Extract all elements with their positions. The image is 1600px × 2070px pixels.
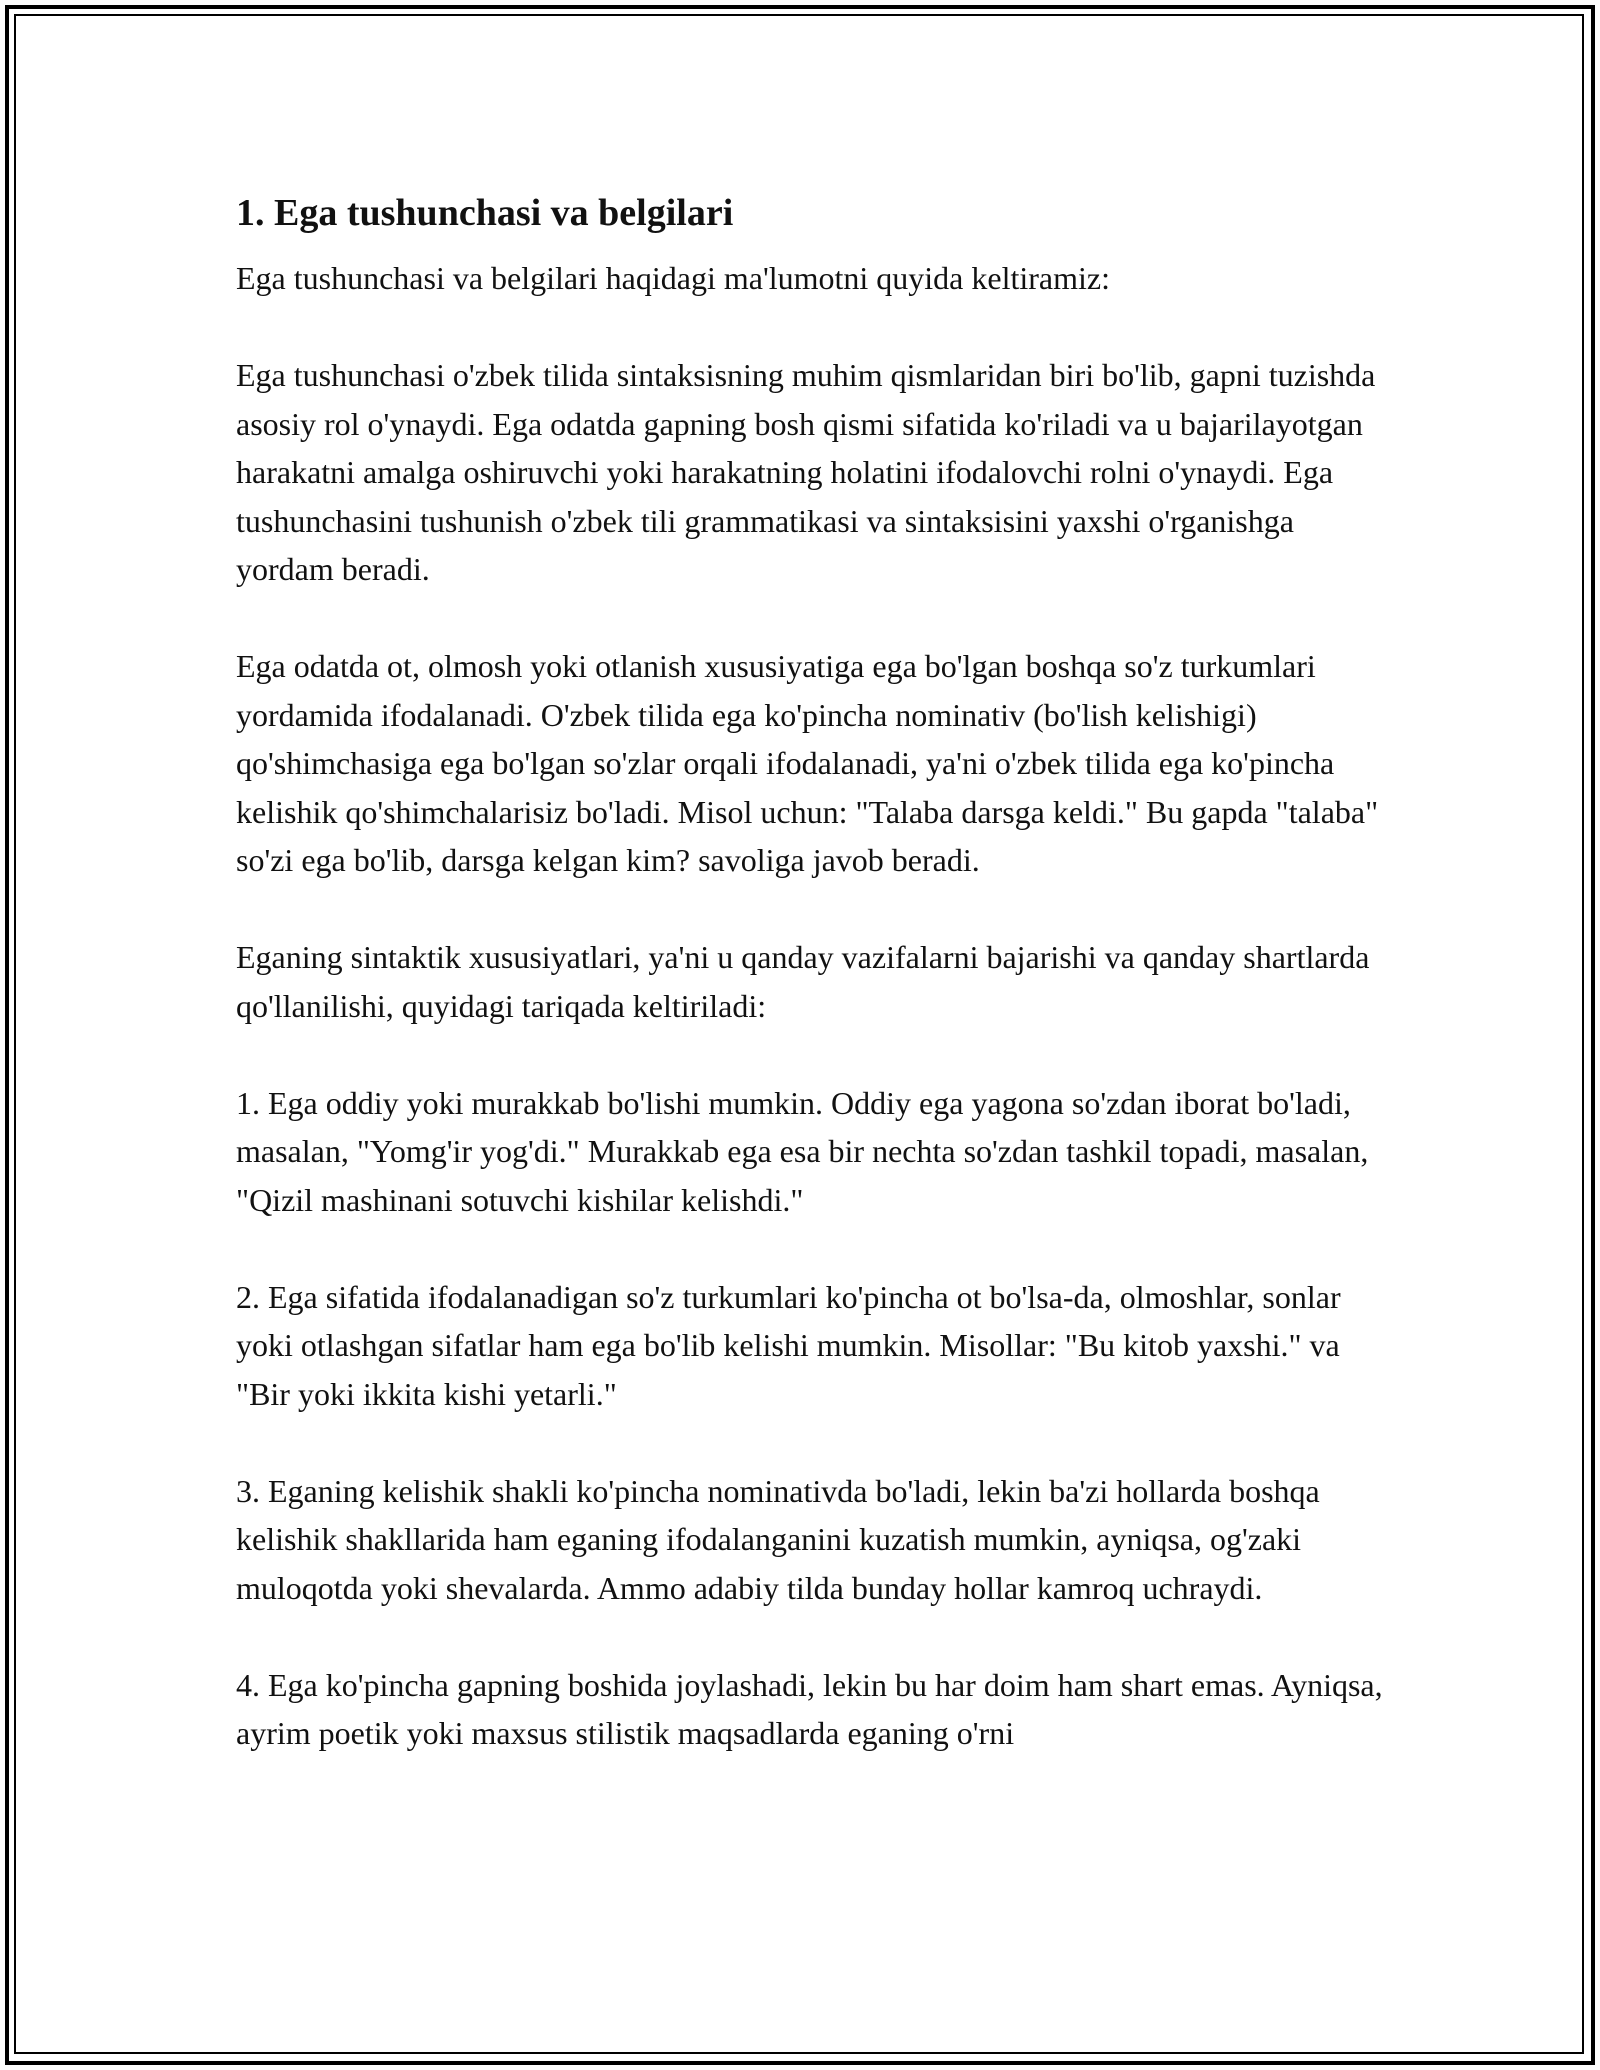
list-item-1: 1. Ega oddiy yoki murakkab bo'lishi mumkin. Oddiy ega yagona so'zdan iborat bo'ladi, masalan, "Yomg'ir yog'di." Murakkab ega esa bir nechta so'zdan tashkil topadi, masalan, "Qizil mashinani sotuvchi kishilar kelishdi.": [236, 1084, 1369, 1218]
list-item-2: 2. Ega sifatida ifodalanadigan so'z turkumlari ko'pincha ot bo'lsa-da, olmoshlar, sonlar yoki otlashgan sifatlar ham ega bo'lib kelishi mumkin. Misollar: "Bu kitob yaxshi." va "Bir yoki ikkita kishi yetarli.": [236, 1278, 1341, 1412]
document-body: [236, 184, 1386, 1806]
properties-intro-paragraph: Eganing sintaktik xususiyatlari, ya'ni u qanday vazifalarni bajarishi va qanday shartlarda qo'llanilishi, quyidagi tariqada keltiriladi:: [236, 939, 1370, 1024]
expression-paragraph: Ega odatda ot, olmosh yoki otlanish xususiyatiga ega bo'lgan boshqa so'z turkumlari yordamida ifodalanadi. O'zbek tilida ega ko'pincha nominativ (bo'lish kelishigi) qo'shimchasiga ega bo'lgan so'zlar orqali ifodalanadi, ya'ni o'zbek tilida ega ko'pincha kelishik qo'shimchalarisiz bo'ladi. Misol uchun: "Talaba darsga keldi." Bu gapda "talaba" so'zi ega bo'lib, darsga kelgan kim? savoliga javob beradi.: [236, 648, 1379, 878]
list-item-3: 3. Eganing kelishik shakli ko'pincha nominativda bo'ladi, lekin ba'zi hollarda boshqa kelishik shakllarida ham eganing ifodalanganini kuzatish mumkin, ayniqsa, og'zaki muloqotda yoki shevalarda. Ammo adabiy tilda bunday hollar kamroq uchraydi.: [236, 1472, 1320, 1606]
section-title: 1. Ega tushunchasi va belgilari: [236, 192, 734, 234]
definition-paragraph: Ega tushunchasi o'zbek tilida sintaksisning muhim qismlaridan biri bo'lib, gapni tuzishda asosiy rol o'ynaydi. Ega odatda gapning bosh qismi sifatida ko'riladi va u bajarilayotgan harakatni amalga oshiruvchi yoki harakatning holatini ifodalovchi rolni o'ynaydi. Ega tushunchasini tushunish o'zbek tili grammatikasi va sintaksisini yaxshi o'rganishga yordam beradi.: [236, 357, 1376, 587]
intro-paragraph: Ega tushunchasi va belgilari haqidagi ma'lumotni quyida keltiramiz:: [236, 260, 1110, 296]
list-item-4: 4. Ega ko'pincha gapning boshida joylashadi, lekin bu har doim ham shart emas. Ayniqsa, ayrim poetik yoki maxsus stilistik maqsadlarda eganing o'rni: [236, 1666, 1383, 1751]
